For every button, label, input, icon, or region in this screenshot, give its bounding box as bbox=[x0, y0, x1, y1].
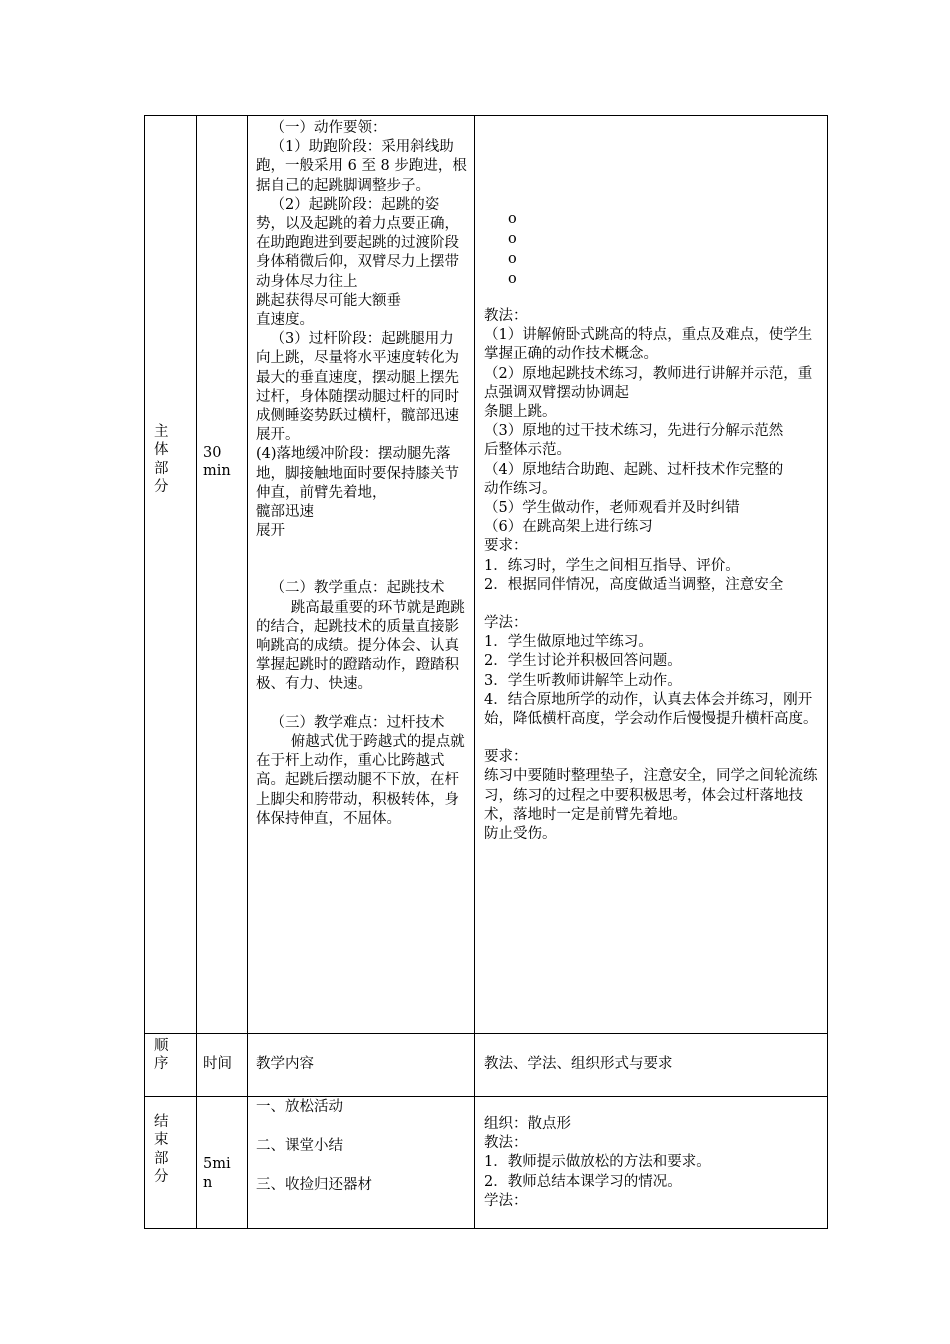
content-paragraph: 髋部迅速 bbox=[256, 504, 314, 521]
bullet-item: o bbox=[508, 251, 517, 267]
col-divider bbox=[196, 115, 197, 1229]
content-paragraph: （1）助跑阶段：采用斜线助跑，一般采用 6 至 8 步跑进，根据自己的起跳脚调整步子。 bbox=[256, 139, 467, 194]
col-divider bbox=[144, 115, 145, 1229]
end-time: 5mi n bbox=[203, 1156, 231, 1191]
method-paragraph: （3）原地的过干技术练习，先进行分解示范然 bbox=[484, 423, 784, 440]
header-time: 时间 bbox=[203, 1056, 232, 1072]
content-item: 一、放松活动 bbox=[256, 1099, 343, 1115]
main-teaching-content bbox=[256, 119, 468, 829]
spacer bbox=[256, 695, 468, 714]
spacer bbox=[256, 541, 468, 560]
method-paragraph: 3．学生听教师讲解竿上动作。 bbox=[484, 672, 682, 689]
bullet-item: o bbox=[508, 211, 517, 227]
method-paragraph: （6）在跳高架上进行练习 bbox=[484, 519, 653, 536]
method-paragraph: 条腿上跳。 bbox=[484, 404, 557, 421]
end-teaching-content bbox=[256, 1098, 468, 1195]
method-paragraph: 1．学生做原地过竿练习。 bbox=[484, 634, 653, 651]
method-paragraph: 防止受伤。 bbox=[484, 826, 557, 843]
content-paragraph: (4)落地缓冲阶段：摆动腿先落地，脚接触地面时要保持膝关节伸直，前臂先着地， bbox=[256, 446, 459, 501]
method-paragraph: （5）学生做动作，老师观看并及时纠错 bbox=[484, 500, 740, 517]
spacer bbox=[256, 560, 468, 579]
header-order: 顺 序 bbox=[154, 1038, 169, 1073]
col-divider bbox=[247, 115, 248, 1229]
content-paragraph: 跳起获得尽可能大额垂 bbox=[256, 292, 401, 309]
method-paragraph: 学法： bbox=[484, 615, 528, 632]
method-line: 学法： bbox=[484, 1192, 528, 1209]
method-paragraph: 4．结合原地所学的动作，认真去体会并练习，刚开始，降低横杆高度，学会动作后慢慢提升横杆高度。 bbox=[484, 691, 818, 728]
method-paragraph: 动作练习。 bbox=[484, 480, 557, 497]
method-paragraph: （2）原地起跳技术练习，教师进行讲解并示范，重点强调双臂摆动协调起 bbox=[484, 365, 813, 401]
method-paragraph: 1．练习时，学生之间相互指导、评价。 bbox=[484, 557, 740, 574]
col-divider bbox=[827, 115, 828, 1229]
lesson-plan-table bbox=[144, 115, 828, 1229]
content-item: 二、课堂小结 bbox=[256, 1138, 343, 1154]
content-paragraph: （二）教学重点：起跳技术 bbox=[270, 580, 445, 597]
method-paragraph: 要求： bbox=[484, 749, 528, 766]
content-paragraph: 跳高最重要的环节就是跑跳的结合，起跳技术的质量直接影响跳高的成绩。提分体会、认真掌握起跳时的蹬踏动作，蹬踏积极、有力、快速。 bbox=[256, 599, 465, 693]
method-paragraph: 后整体示范。 bbox=[484, 442, 571, 459]
content-paragraph: （三）教学难点：过杆技术 bbox=[270, 714, 445, 731]
content-paragraph: （3）过杆阶段：起跳腿用力向上跳，尽量将水平速度转化为最大的垂直速度，摆动腿上摆先过杆，身体随摆动腿过杆的同时成侧睡姿势跃过横杆，髋部迅速展开。 bbox=[256, 331, 459, 444]
bullet-item: o bbox=[508, 231, 517, 247]
bullet-item: o bbox=[508, 271, 517, 287]
end-phase-label: 结 束 部 分 bbox=[154, 1114, 169, 1186]
spacer bbox=[484, 595, 824, 614]
col-divider bbox=[474, 115, 475, 1229]
header-methods: 教法、学法、组织形式与要求 bbox=[484, 1056, 673, 1072]
end-methods bbox=[484, 1115, 824, 1211]
method-line: 组织：散点形 bbox=[484, 1116, 571, 1132]
content-paragraph: 俯越式优于跨越式的提点就在于杆上动作，重心比跨越式高。起跳后摆动腿不下放，在杆上脚尖和胯带动，积极转体，身体保持伸直，不屈体。 bbox=[256, 733, 465, 827]
method-paragraph: 练习中要随时整理垫子，注意安全，同学之间轮流练习，练习的过程之中要积极思考，体会过杆落地技术，落地时一定是前臂先着地。 bbox=[484, 768, 818, 823]
content-paragraph: 展开 bbox=[256, 523, 285, 540]
method-paragraph: （4）原地结合助跑、起跳、过杆技术作完整的 bbox=[484, 461, 784, 478]
method-paragraph: 2．学生讨论并积极回答问题。 bbox=[484, 653, 682, 670]
method-line: 2．教师总结本课学习的情况。 bbox=[484, 1173, 682, 1190]
method-line: 1．教师提示做放松的方法和要求。 bbox=[484, 1154, 711, 1171]
method-line: 教法： bbox=[484, 1135, 528, 1152]
content-paragraph: 直速度。 bbox=[256, 312, 314, 329]
method-paragraph: 要求： bbox=[484, 538, 528, 555]
main-phase-label: 主 体 部 分 bbox=[154, 424, 169, 496]
bullet-list bbox=[484, 209, 824, 289]
content-paragraph: （2）起跳阶段：起跳的姿势，以及起跳的着力点要正确，在助跑跑进到要起跳的过渡阶段身体稍微后仰，双臂尽力上摆带动身体尽力往上 bbox=[256, 196, 459, 290]
main-methods bbox=[484, 209, 824, 844]
main-time: 30 min bbox=[203, 445, 231, 479]
header-content: 教学内容 bbox=[256, 1056, 314, 1072]
method-paragraph: （1）讲解俯卧式跳高的特点，重点及难点，使学生掌握正确的动作技术概念。 bbox=[484, 327, 813, 363]
content-paragraph: （一）动作要领： bbox=[270, 120, 387, 136]
method-paragraph: 教法： bbox=[484, 308, 528, 324]
method-paragraph: 2．根据同伴情况，高度做适当调整，注意安全 bbox=[484, 576, 784, 593]
content-item: 三、收捡归还器材 bbox=[256, 1177, 372, 1193]
spacer bbox=[484, 729, 824, 748]
